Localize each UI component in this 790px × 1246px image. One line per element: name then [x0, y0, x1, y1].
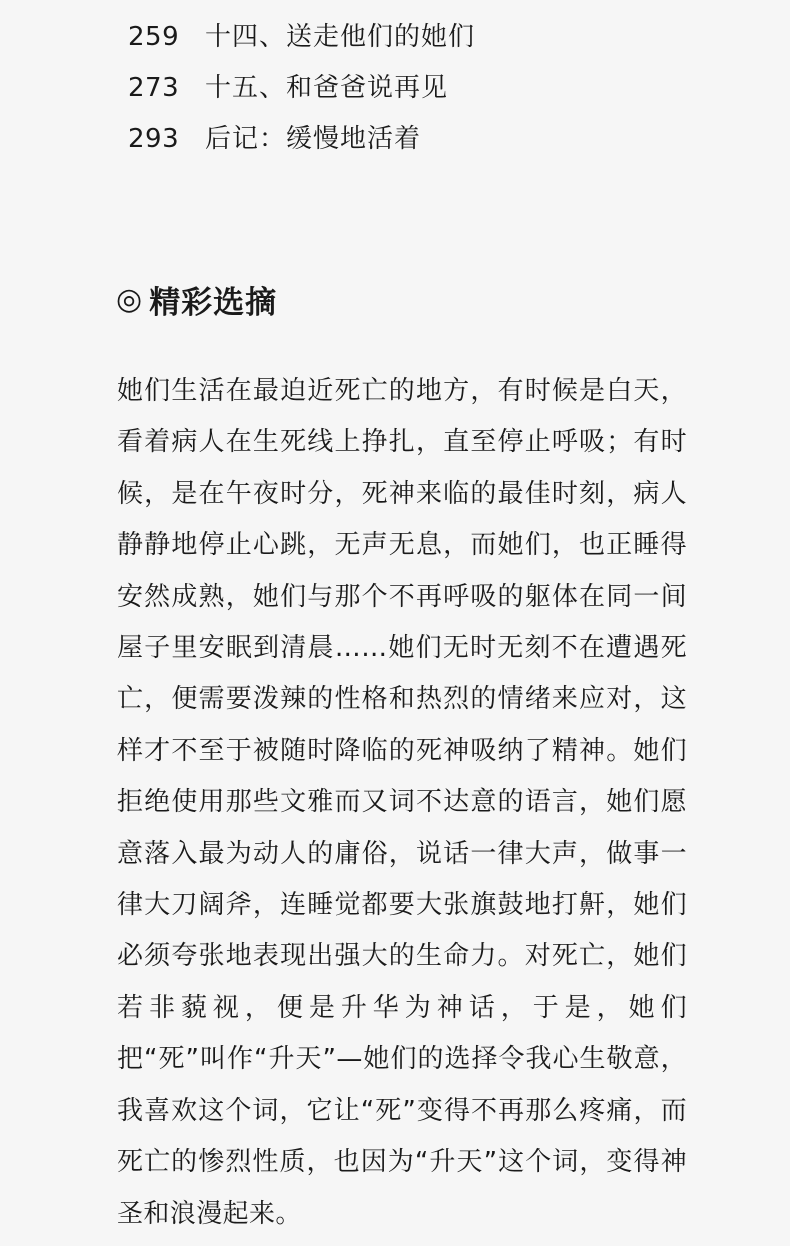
toc-entry — [0, 63, 790, 114]
bullseye-icon: ◎ — [116, 281, 144, 317]
toc-chapter-title: 后记：缓慢地活着 — [205, 124, 422, 154]
table-of-contents — [0, 12, 790, 165]
toc-page-number: 293 — [128, 124, 180, 154]
section-heading — [116, 276, 277, 322]
toc-page-number: 259 — [128, 22, 180, 52]
toc-page-number: 273 — [128, 73, 180, 103]
toc-entry — [0, 114, 790, 165]
section-title: 精彩选摘 — [149, 284, 278, 321]
toc-entry — [0, 12, 790, 63]
excerpt-paragraph: 她们生活在最迫近死亡的地方，有时候是白天，看着病人在生死线上挣扎，直至停止呼吸；有时候，是在午夜时分，死神来临的最佳时刻，病人静静地停止心跳，无声无息，而她们，也正睡得安然成熟，她们与那个不再呼吸的躯体在同一间屋子里安眠到清晨……她们无时无刻不在遭遇死亡，便需要泼辣的性格和热烈的情绪来应对，这样才不至于被随时降临的死神吸纳了精神。她们拒绝使用那些文雅而又词不达意的语言，她们愿意落入最为动人的庸俗，说话一律大声，做事一律大刀阔斧，连睡觉都要大张旗鼓地打鼾，她们必须夸张地表现出强大的生命力。对死亡，她们若非藐视，便是升华为神话，于是，她们把“死”叫作“升天”—她们的选择令我心生敬意，我喜欢这个词，它让“死”变得不再那么疼痛，而死亡的惨烈性质，也因为“升天”这个词，变得神圣和浪漫起来。 — [117, 376, 687, 1229]
toc-chapter-title: 十四、送走他们的她们 — [205, 22, 476, 52]
toc-chapter-title: 十五、和爸爸说再见 — [205, 73, 449, 103]
